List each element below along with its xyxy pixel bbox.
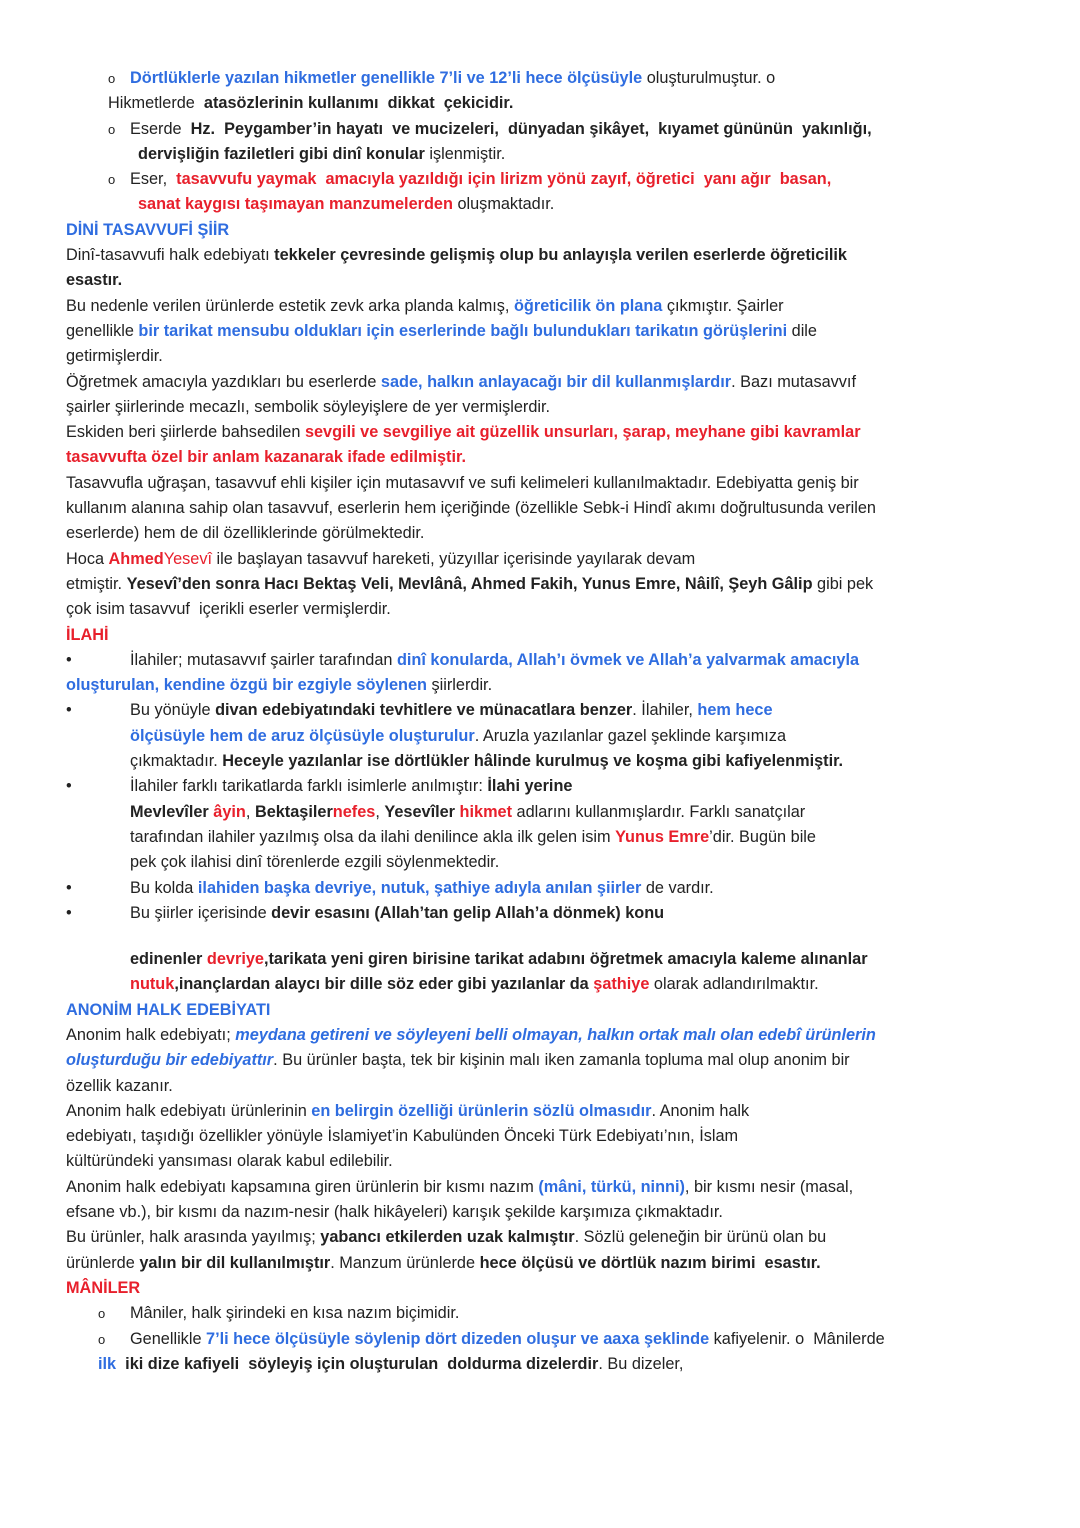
text-run: Heceyle yazılanlar ise dörtlükler hâlinde kurulmuş ve koşma gibi kafiyelenmiştir. <box>222 752 844 771</box>
text-run: hem hece <box>697 701 773 720</box>
text-line <box>66 471 1026 496</box>
text-run: meydana getireni ve söyleyeni belli olmayan, halkın ortak malı olan edebî ürünlerin <box>235 1025 876 1044</box>
text-run: hikmet <box>459 802 513 821</box>
circle-bullet-icon: o <box>98 1331 106 1347</box>
text-run: adlarını kullanmışlardır. Farklı sanatçılar <box>512 802 806 821</box>
text-line <box>66 142 1026 167</box>
document-page <box>66 66 1026 1377</box>
text-run: hece ölçüsü ve dörtlük nazım birimi esastır. <box>479 1253 821 1272</box>
circle-bullet-icon: o <box>108 172 116 188</box>
text-run: pek çok ilahisi dinî törenlerde ezgili söylenmektedir. <box>130 853 500 872</box>
text-line <box>66 724 1026 749</box>
text-run: tasavvufu yaymak amacıyla yazıldığı için lirizm yönü zayıf, öğretici yanı ağır basan, <box>176 170 832 189</box>
text-line <box>66 1352 1026 1377</box>
text-run: işlenmiştir. <box>424 144 506 163</box>
text-run: . Bu dizeler, <box>598 1354 684 1373</box>
text-run: oluşturduğu bir edebiyattır <box>66 1051 274 1070</box>
text-run: edinenler <box>130 950 207 969</box>
text-run: sevgili ve sevgiliye ait güzellik unsurları, şarap, meyhane gibi kavramlar <box>304 423 861 442</box>
text-run: de vardır. <box>641 878 714 897</box>
text-line <box>66 1124 1026 1149</box>
text-line <box>66 1175 1026 1200</box>
text-run: ilk <box>98 1354 121 1373</box>
text-run: . Sözlü geleneğin bir ürünü olan bu <box>574 1228 827 1247</box>
text-line <box>66 1149 1026 1174</box>
text-run: , <box>375 802 385 821</box>
text-run: bir tarikat mensubu oldukları için eserlerinde bağlı bulundukları tarikatın görüşlerini <box>138 321 788 340</box>
text-run: oluşturulan, kendine özgü bir ezgiyle söylenen <box>66 676 427 695</box>
text-run: tarafından ilahiler yazılmış olsa da ilahi denilince akla ilk gelen isim <box>130 827 616 846</box>
dot-bullet-icon: • <box>66 878 72 897</box>
text-line <box>66 1251 1026 1276</box>
text-run: İlahiler; mutasavvıf şairler tarafından <box>130 650 397 669</box>
text-run: İLAHİ <box>66 625 109 644</box>
text-run: Tasavvufla uğraşan, tasavvuf ehli kişiler için mutasavvıf ve sufi kelimeleri kullanılmaktadır. Edebiyatta geniş bir <box>66 473 859 492</box>
text-line <box>66 698 1026 723</box>
text-line <box>66 268 1026 293</box>
text-run: âyin <box>213 802 246 821</box>
dot-bullet-icon: • <box>66 903 72 922</box>
section-heading <box>66 623 1026 648</box>
text-run: öğreticilik ön plana <box>513 296 663 315</box>
text-run: devir esasını (Allah’tan gelip Allah’a dönmek) konu <box>271 903 665 922</box>
text-run: şathiye <box>593 975 650 994</box>
text-run: Bu yönüyle <box>130 701 216 720</box>
text-run: MÂNİLER <box>66 1278 141 1297</box>
text-line <box>66 673 1026 698</box>
text-line <box>66 496 1026 521</box>
text-run: esastır. <box>66 271 123 290</box>
text-line <box>66 1023 1026 1048</box>
text-run: etmiştir. <box>66 574 127 593</box>
text-run: dervişliğin faziletleri gibi dinî konular <box>138 144 425 163</box>
text-line <box>66 597 1026 622</box>
text-run: ’dir. Bugün bile <box>709 827 816 846</box>
text-run: Dinî-tasavvufi halk edebiyatı <box>66 246 275 265</box>
text-line <box>66 850 1026 875</box>
text-run: Bektaşiler <box>254 802 333 821</box>
text-line <box>66 192 1026 217</box>
text-run: Anonim halk edebiyatı ürünlerinin <box>66 1101 312 1120</box>
text-run: Bu şiirler içerisinde <box>130 903 272 922</box>
text-run: Yesevî <box>163 549 213 568</box>
text-line <box>66 547 1026 572</box>
text-run: çıkmaktadır. <box>130 752 223 771</box>
text-line <box>66 648 1026 673</box>
text-run: getirmişlerdir. <box>66 347 163 366</box>
text-run: DİNİ TASAVVUFİ ŞİİR <box>66 220 230 239</box>
text-run: Dörtlüklerle yazılan hikmetler genellikle 7’li ve 12’li hece ölçüsüyle <box>130 69 643 87</box>
text-run: çok isim tasavvuf içerikli eserler vermişlerdir. <box>66 600 391 619</box>
text-run: Eser, <box>130 170 177 189</box>
text-run: gibi pek <box>812 574 874 593</box>
text-run: . Aruzla yazılanlar gazel şeklinde karşımıza <box>474 726 786 745</box>
dot-bullet-icon: • <box>66 701 72 720</box>
text-line <box>66 91 1026 116</box>
text-run: dile <box>787 321 817 340</box>
section-heading <box>66 998 1026 1023</box>
text-run: kafiyelenir. o Mânilerde <box>709 1329 885 1348</box>
text-line <box>66 572 1026 597</box>
text-run: Hoca <box>66 549 109 568</box>
text-run: Ahmed <box>108 549 164 568</box>
text-run: tasavvufta özel bir anlam kazanarak ifade edilmiştir. <box>66 448 466 467</box>
text-run: şiirlerdir. <box>426 676 493 695</box>
text-line <box>66 344 1026 369</box>
text-run: (mâni, türkü, ninni) <box>538 1177 685 1196</box>
text-run: Mevlevîler <box>130 802 214 821</box>
text-run: Hikmetlerde <box>108 94 204 113</box>
text-run: . Anonim halk <box>651 1101 750 1120</box>
text-run: Genellikle <box>130 1329 207 1348</box>
text-run: İlahi yerine <box>487 777 573 796</box>
blank-line <box>66 926 1026 947</box>
text-line <box>66 947 1026 972</box>
text-run: tekkeler çevresinde gelişmiş olup bu anlayışla verilen eserlerde öğreticilik <box>274 246 847 265</box>
text-line <box>66 800 1026 825</box>
text-run: . Bazı mutasavvıf <box>731 372 856 391</box>
circle-bullet-icon: o <box>108 71 116 86</box>
text-line <box>66 66 1026 91</box>
text-run: dinî konularda, Allah’ı övmek ve Allah’a yalvarmak amacıyla <box>396 650 860 669</box>
text-line <box>66 167 1026 192</box>
text-run: sanat kaygısı taşımayan manzumelerden <box>138 195 453 214</box>
text-run: Bu kolda <box>130 878 198 897</box>
text-run: oluşmaktadır. <box>452 195 555 214</box>
text-run: divan edebiyatındaki tevhitlere ve münacatlara benzer <box>215 701 633 720</box>
dot-bullet-icon: • <box>66 650 72 669</box>
text-run: ,inançlardan alaycı bir dille söz eder gibi yazılanlar da <box>174 975 594 994</box>
text-run: olarak adlandırılmaktır. <box>649 975 819 994</box>
text-run: Hz. Peygamber’in hayatı ve mucizeleri, dünyadan şikâyet, kıyamet gününün yakınlığı, <box>190 119 872 138</box>
text-run: Yesevîler <box>384 802 460 821</box>
text-run: . İlahiler, <box>632 701 698 720</box>
text-line <box>66 1099 1026 1124</box>
text-run: ,tarikata yeni giren birisine tarikat adabını öğretmek amacıyla kaleme alınanlar <box>263 950 868 969</box>
text-run: atasözlerinin kullanımı dikkat çekicidir. <box>203 94 514 113</box>
text-run: şairler şiirlerinde mecazlı, sembolik söyleyişlere de yer vermişlerdir. <box>66 397 551 416</box>
text-run: iki dize kafiyeli söyleyiş için oluşturulan doldurma dizelerdir <box>120 1354 599 1373</box>
text-line <box>66 876 1026 901</box>
text-run: genellikle <box>66 321 139 340</box>
text-line <box>66 1200 1026 1225</box>
text-line <box>66 420 1026 445</box>
text-run: devriye <box>206 950 264 969</box>
text-line <box>66 521 1026 546</box>
text-run: Eserde <box>130 119 191 138</box>
section-heading <box>66 218 1026 243</box>
text-line <box>66 1225 1026 1250</box>
text-run: edebiyatı, taşıdığı özellikler yönüyle İslamiyet’in Kabulünden Önceki Türk Edebiyatı’nın, İslam <box>66 1127 739 1146</box>
text-line <box>66 395 1026 420</box>
text-run: sade, halkın anlayacağı bir dil kullanmışlardır <box>380 372 732 391</box>
text-run: nefes <box>332 802 376 821</box>
text-line <box>66 901 1026 926</box>
text-run: Anonim halk edebiyatı; <box>66 1025 236 1044</box>
text-run: ölçüsüyle hem de aruz ölçüsüyle oluşturulur <box>130 726 475 745</box>
text-run: ilahiden başka devriye, nutuk, şathiye adıyla anılan şiirler <box>197 878 642 897</box>
text-run: nutuk <box>130 975 175 994</box>
text-run: kültüründeki yansıması olarak kabul edilebilir. <box>66 1152 393 1171</box>
text-run: Anonim halk edebiyatı kapsamına giren ürünlerin bir kısmı nazım <box>66 1177 539 1196</box>
text-run: Eskiden beri şiirlerde bahsedilen <box>66 423 305 442</box>
text-line <box>66 294 1026 319</box>
text-run: . Manzum ürünlerde <box>330 1253 480 1272</box>
text-run: 7’li hece ölçüsüyle söylenip dört dizeden oluşur ve aaxa şeklinde <box>206 1329 710 1348</box>
text-line <box>66 774 1026 799</box>
circle-bullet-icon: o <box>108 121 116 137</box>
text-line <box>66 117 1026 142</box>
text-run: eserlerde) hem de dil özelliklerinde görülmektedir. <box>66 524 425 543</box>
text-run: yalın bir dil kullanılmıştır <box>139 1253 331 1272</box>
text-line <box>66 445 1026 470</box>
text-run: Bu nedenle verilen ürünlerde estetik zevk arka planda kalmış, <box>66 296 514 315</box>
text-run: Mâniler, halk şirindeki en kısa nazım biçimidir. <box>130 1304 460 1323</box>
text-run: ürünlerde <box>66 1253 140 1272</box>
text-line <box>66 1327 1026 1352</box>
text-line <box>66 1074 1026 1099</box>
text-run: Öğretmek amacıyla yazdıkları bu eserlerde <box>66 372 381 391</box>
text-run: kullanım alanına sahip olan tasavvuf, eserlerin hem içeriğinde (özellikle Sebk-i Hindî akımı doğrultusunda verilen <box>66 499 876 518</box>
text-run: ANONİM HALK EDEBİYATI <box>66 1000 271 1019</box>
text-run: ile başlayan tasavvuf hareketi, yüzyıllar içerisinde yayılarak devam <box>212 549 696 568</box>
text-run: İlahiler farklı tarikatlarda farklı isimlerle anılmıştır: <box>130 777 488 796</box>
text-line <box>66 1301 1026 1326</box>
text-line <box>66 319 1026 344</box>
text-line <box>66 243 1026 268</box>
section-heading <box>66 1276 1026 1301</box>
text-line <box>66 1048 1026 1073</box>
text-line <box>66 825 1026 850</box>
text-run: efsane vb.), bir kısmı da nazım-nesir (halk hikâyeleri) karışık şekilde karşımıza çıkmaktadır. <box>66 1203 723 1222</box>
text-run: Yesevî’den sonra Hacı Bektaş Veli, Mevlânâ, Ahmed Fakih, Yunus Emre, Nâilî, Şeyh Gâlip <box>126 574 813 593</box>
text-run: en belirgin özelliği ürünlerin sözlü olmasıdır <box>311 1101 652 1120</box>
text-line <box>66 370 1026 395</box>
text-run: Bu ürünler, halk arasında yayılmış; <box>66 1228 321 1247</box>
dot-bullet-icon: • <box>66 777 72 796</box>
text-run: Yunus Emre <box>615 827 710 846</box>
text-run: , bir kısmı nesir (masal, <box>684 1177 854 1196</box>
circle-bullet-icon: o <box>98 1306 106 1322</box>
text-run: oluşturulmuştur. o <box>642 69 776 87</box>
text-run: yabancı etkilerden uzak kalmıştır <box>320 1228 575 1247</box>
text-run: . Bu ürünler başta, tek bir kişinin malı iken zamanla topluma mal olup anonim bir <box>273 1051 850 1070</box>
text-run: özellik kazanır. <box>66 1076 173 1095</box>
text-line <box>66 749 1026 774</box>
text-run: çıkmıştır. Şairler <box>662 296 784 315</box>
text-run: , <box>245 802 255 821</box>
text-line <box>66 972 1026 997</box>
